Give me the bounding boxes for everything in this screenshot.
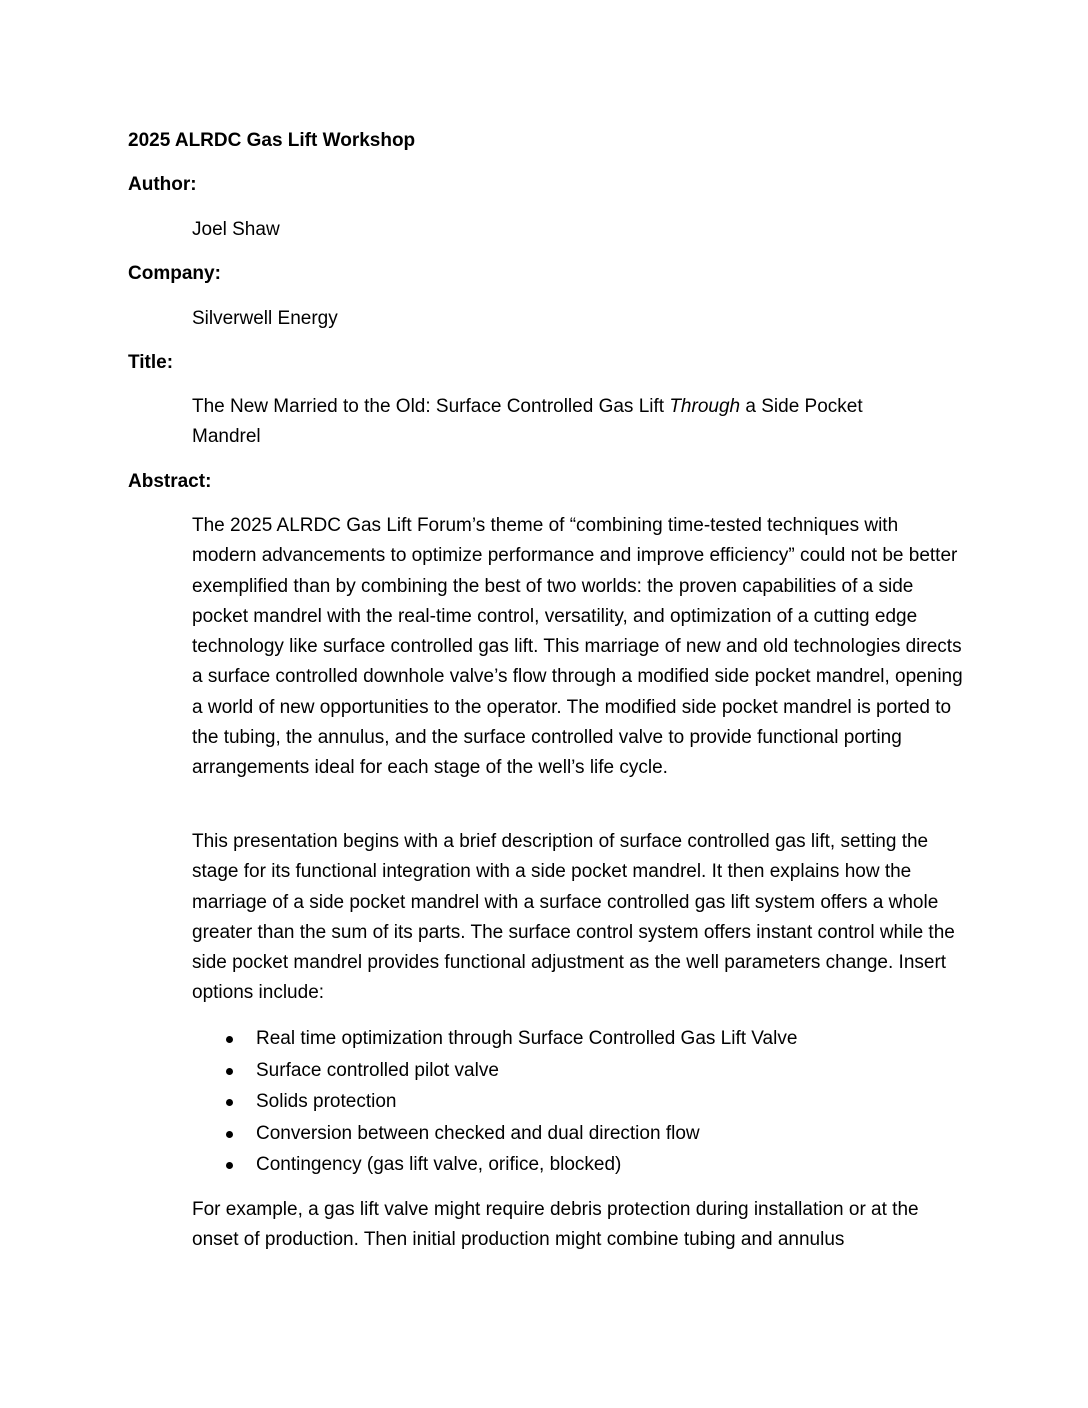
- company-name: Silverwell Energy: [192, 308, 338, 329]
- bullet-icon: [226, 1131, 233, 1138]
- insert-options-list: [192, 1025, 952, 1183]
- paper-title-part2: a Side Pocket Mandrel: [192, 396, 863, 448]
- list-item-text: Conversion between checked and dual direction flow: [256, 1122, 700, 1144]
- bullet-icon: [226, 1068, 233, 1075]
- abstract-paragraph-2: [192, 827, 967, 1009]
- bullet-icon: [226, 1099, 233, 1106]
- author-name: Joel Shaw: [192, 219, 280, 240]
- list-item: [192, 1151, 952, 1183]
- event-title: 2025 ALRDC Gas Lift Workshop: [128, 130, 416, 151]
- company-label: Company:: [128, 263, 221, 284]
- paper-title-part1: The New Married to the Old: Surface Controlled Gas Lift: [192, 396, 670, 417]
- abstract-label: Abstract:: [128, 471, 212, 492]
- paper-title: [192, 392, 932, 453]
- title-label: Title:: [128, 352, 174, 373]
- list-item: [192, 1057, 952, 1089]
- list-item-text: Real time optimization through Surface Controlled Gas Lift Valve: [256, 1028, 798, 1049]
- abstract-paragraph-text: The 2025 ALRDC Gas Lift Forum’s theme of “combining time-tested techniques with modern advancements to optimize performance and improve efficiency” could not be better exemplified than by combining the best of two worlds: the proven capabilities of a side pocket mandrel with the real-time control, versatility, and optimization of a cutting edge technology like surface controlled gas lift. This marriage of new and old technologies directs a surface controlled downhole valve’s flow through a modified side pocket mandrel, opening a world of new opportunities to the operator. The modified side pocket mandrel is ported to the tubing, the annulus, and the surface controlled valve to provide functional porting arrangements ideal for each stage of the well’s life cycle.: [192, 515, 963, 779]
- author-label: Author:: [128, 174, 197, 195]
- abstract-paragraph-1: [192, 511, 967, 784]
- bullet-icon: [226, 1162, 233, 1169]
- closing-paragraph-text: For example, a gas lift valve might require debris protection during installation or at the onset of production. Then initial production might combine tubing and annulus: [192, 1199, 919, 1251]
- closing-paragraph: [192, 1195, 967, 1256]
- list-item: [192, 1120, 952, 1152]
- list-item-text: Contingency (gas lift valve, orifice, blocked): [256, 1154, 622, 1175]
- list-item-text: Surface controlled pilot valve: [256, 1059, 499, 1081]
- abstract-paragraph-text: This presentation begins with a brief description of surface controlled gas lift, setting the stage for its functional integration with a side pocket mandrel. It then explains how the marriage of a side pocket mandrel with a surface controlled gas lift system offers a whole greater than the sum of its parts. The surface control system offers instant control while the side pocket mandrel provides functional adjustment as the well parameters change. Insert options include:: [192, 831, 955, 1004]
- bullet-icon: [226, 1036, 233, 1043]
- list-item-text: Solids protection: [256, 1091, 397, 1112]
- list-item: [192, 1088, 952, 1120]
- paper-title-italic: Through: [669, 396, 741, 417]
- list-item: [192, 1025, 952, 1057]
